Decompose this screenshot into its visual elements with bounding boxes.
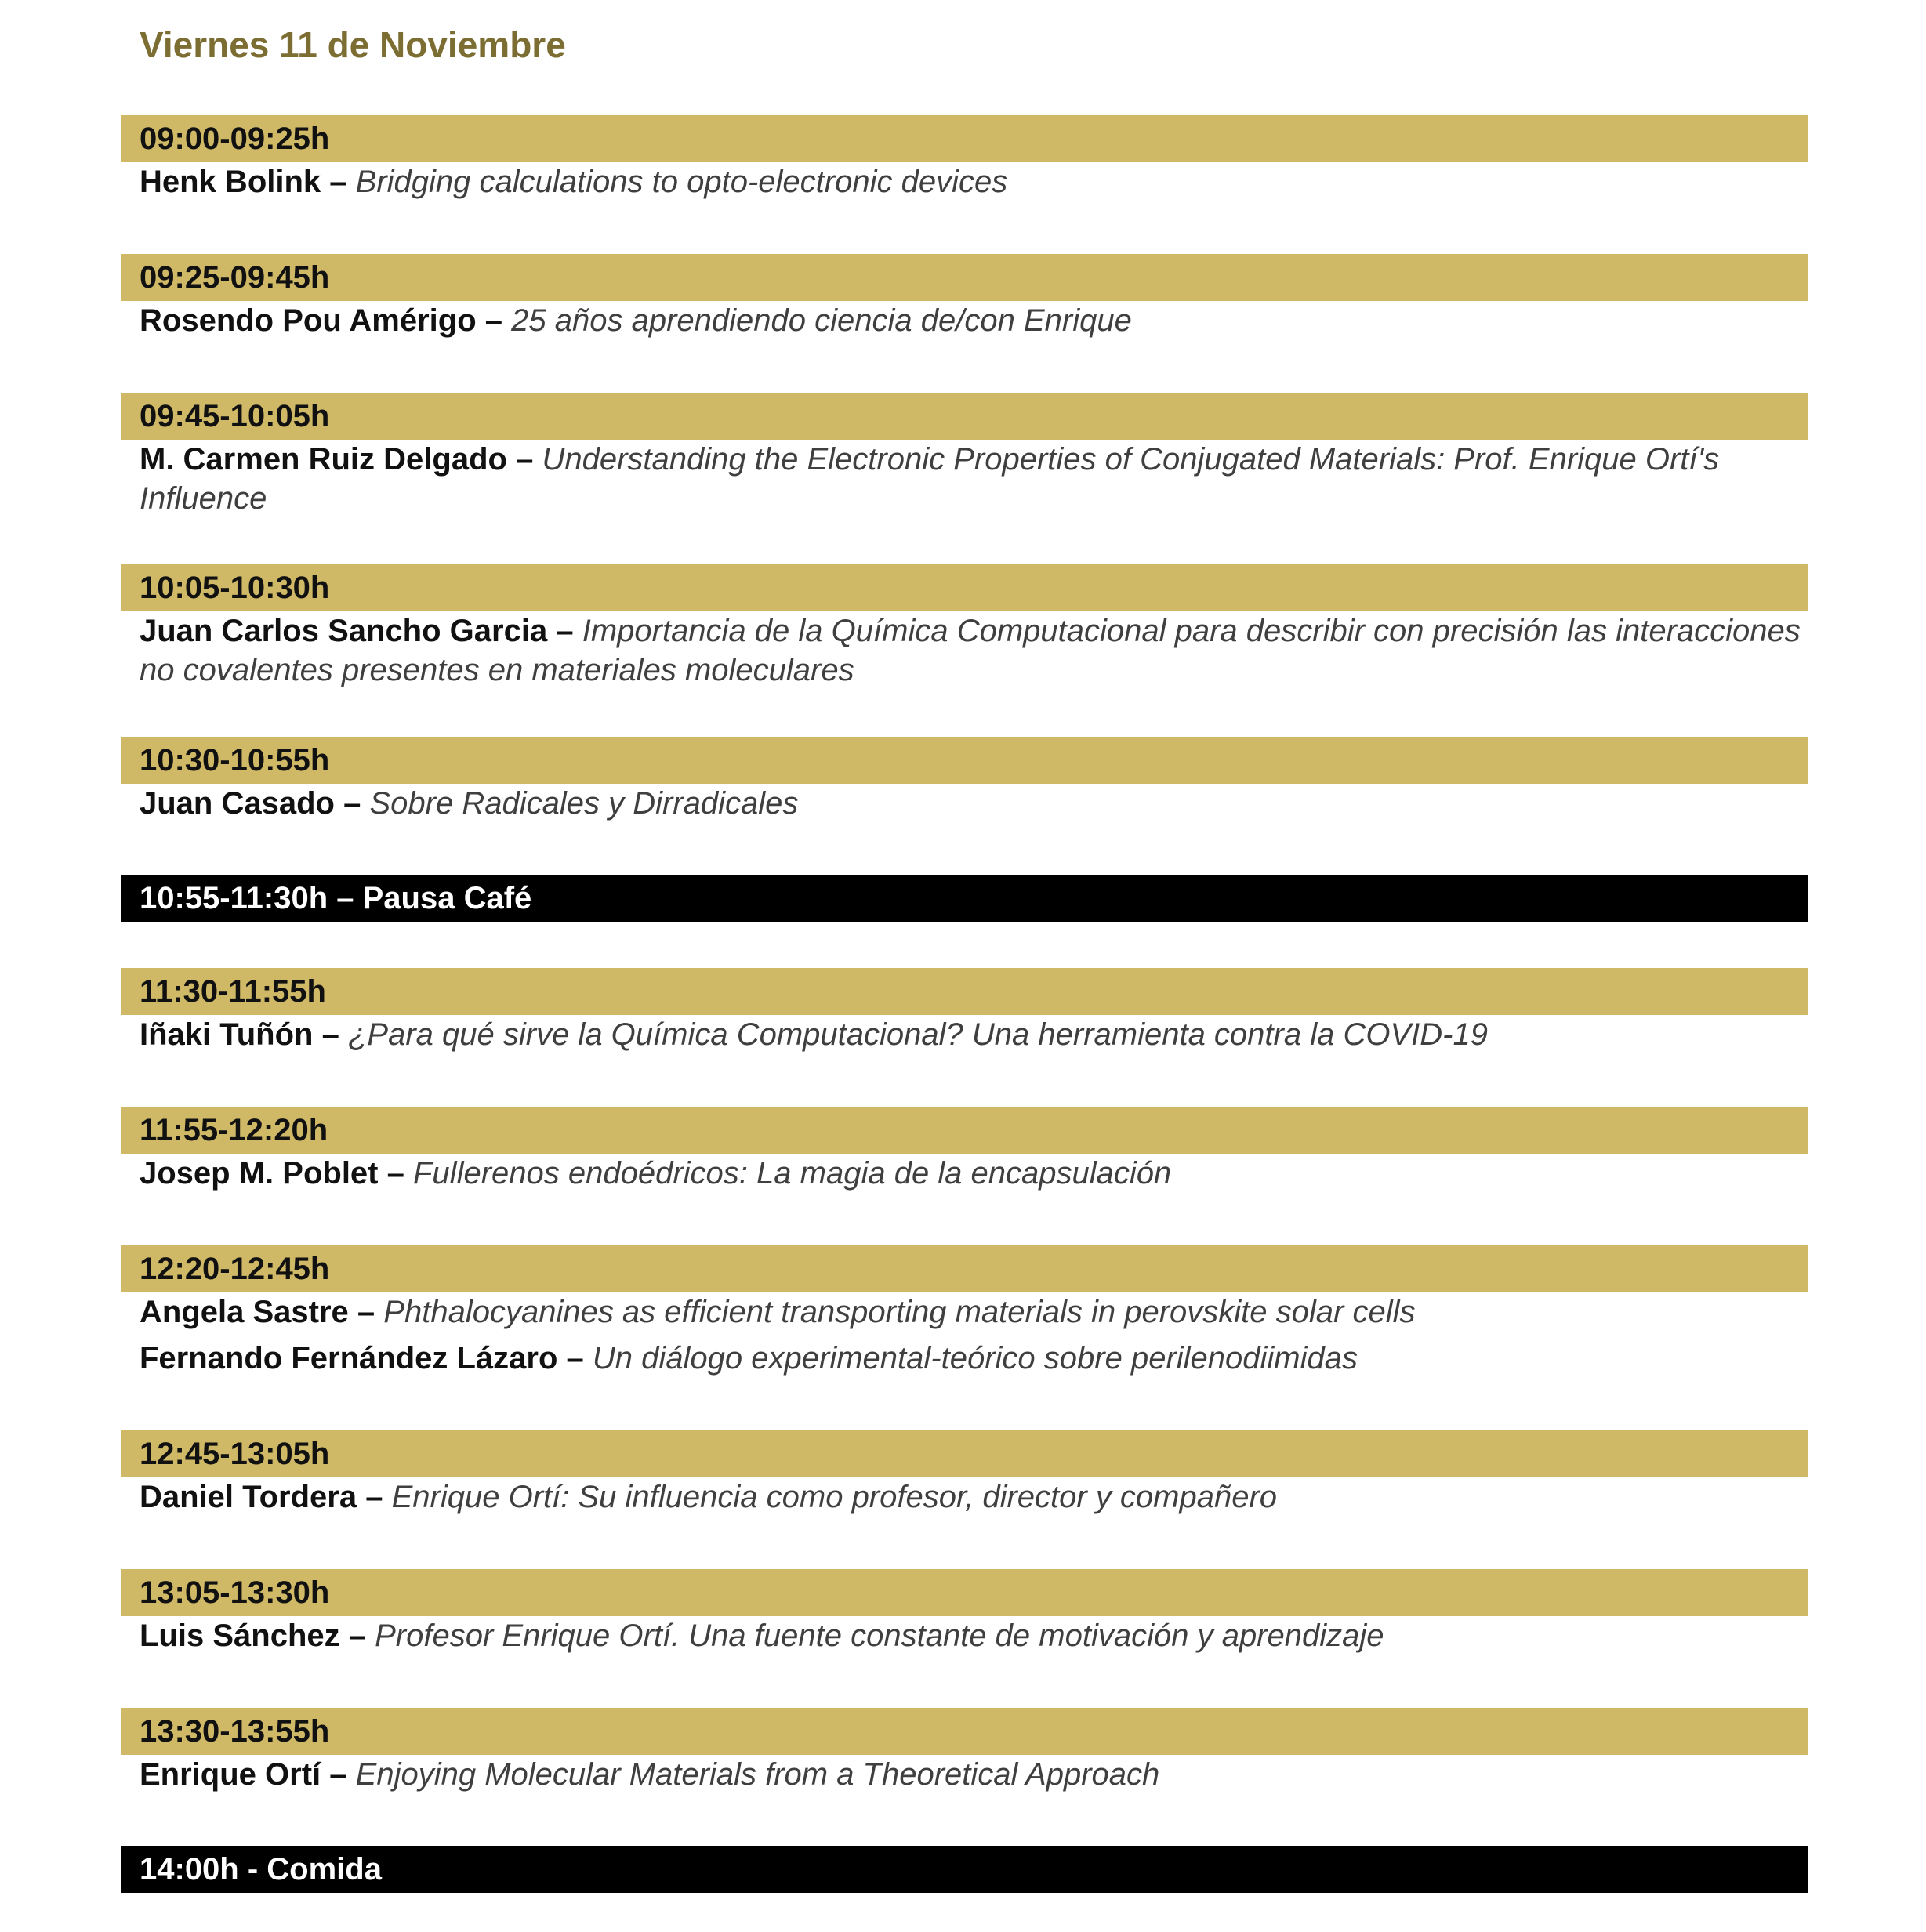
time-slot-bar: 10:05-10:30h — [121, 564, 1808, 611]
session-block — [121, 968, 1808, 1054]
session-block — [121, 115, 1808, 201]
break-block — [121, 1846, 1808, 1893]
session-block — [121, 393, 1808, 518]
talk-entry — [121, 1292, 1808, 1332]
time-slot-bar: 09:25-09:45h — [121, 254, 1808, 301]
talk-title: Bridging calculations to opto-electronic devices — [355, 165, 1008, 199]
talk-title: ¿Para qué sirve la Química Computacional? Una herramienta contra la COVID-19 — [347, 1017, 1488, 1052]
speaker-name: Rosendo Pou Amérigo — [140, 303, 477, 338]
speaker-name: Juan Carlos Sancho Garcia — [140, 614, 548, 648]
separator-dash: – — [516, 442, 534, 477]
page-title: Viernes 11 de Noviembre — [140, 24, 566, 65]
time-slot-bar: 10:30-10:55h — [121, 737, 1808, 784]
speaker-name: Josep M. Poblet — [140, 1156, 379, 1191]
talk-entry — [121, 784, 1808, 823]
talk-entry — [121, 301, 1808, 340]
session-block — [121, 1569, 1808, 1655]
talk-entry — [121, 162, 1808, 201]
time-slot-bar: 12:20-12:45h — [121, 1245, 1808, 1292]
session-block — [121, 1430, 1808, 1517]
session-block — [121, 1107, 1808, 1193]
talk-title: Profesor Enrique Ortí. Una fuente constante de motivación y aprendizaje — [375, 1618, 1384, 1653]
speaker-name: M. Carmen Ruiz Delgado — [140, 442, 507, 477]
coffee-break-bar: 10:55-11:30h – Pausa Café — [121, 875, 1808, 922]
time-slot-bar: 11:55-12:20h — [121, 1107, 1808, 1154]
lunch-bar: 14:00h - Comida — [121, 1846, 1808, 1893]
talk-title: Enrique Ortí: Su influencia como profesor, director y compañero — [391, 1480, 1278, 1514]
talk-title: 25 años aprendiendo ciencia de/con Enrique — [511, 303, 1132, 338]
talk-entry — [121, 440, 1808, 518]
separator-dash: – — [321, 1017, 339, 1052]
session-block — [121, 1708, 1808, 1794]
speaker-name: Angela Sastre — [140, 1295, 349, 1329]
time-slot-bar: 13:05-13:30h — [121, 1569, 1808, 1616]
speaker-name: Juan Casado — [140, 786, 335, 821]
session-block — [121, 254, 1808, 340]
session-block — [121, 1245, 1808, 1378]
talk-title: Sobre Radicales y Dirradicales — [369, 786, 799, 821]
talk-title: Understanding the Electronic Properties of Conjugated Materials: Prof. Enrique Ortí's Influence — [140, 442, 1720, 516]
session-block — [121, 737, 1808, 823]
separator-dash: – — [348, 1618, 366, 1653]
speaker-name: Henk Bolink — [140, 165, 321, 199]
talk-entry — [121, 1755, 1808, 1794]
talk-title: Un diálogo experimental-teórico sobre perilenodiimidas — [592, 1341, 1358, 1376]
separator-dash: – — [365, 1480, 383, 1514]
time-slot-bar: 09:45-10:05h — [121, 393, 1808, 440]
time-slot-bar: 09:00-09:25h — [121, 115, 1808, 162]
speaker-name: Luis Sánchez — [140, 1618, 340, 1653]
talk-entry — [121, 1339, 1808, 1378]
separator-dash: – — [484, 303, 503, 338]
talk-title: Fullerenos endoédricos: La magia de la encapsulación — [413, 1156, 1172, 1191]
separator-dash: – — [343, 786, 361, 821]
talk-entry — [121, 1154, 1808, 1193]
break-block — [121, 875, 1808, 922]
speaker-name: Fernando Fernández Lázaro — [140, 1341, 558, 1376]
session-block — [121, 564, 1808, 690]
talk-entry — [121, 1616, 1808, 1655]
speaker-name: Daniel Tordera — [140, 1480, 357, 1514]
time-slot-bar: 12:45-13:05h — [121, 1430, 1808, 1477]
talk-entry — [121, 1477, 1808, 1517]
talk-entry — [121, 611, 1808, 690]
separator-dash: – — [329, 165, 347, 199]
time-slot-bar: 11:30-11:55h — [121, 968, 1808, 1015]
separator-dash: – — [357, 1295, 375, 1329]
talk-title: Phthalocyanines as efficient transporting materials in perovskite solar cells — [383, 1295, 1416, 1329]
separator-dash: – — [386, 1156, 404, 1191]
separator-dash: – — [566, 1341, 584, 1376]
separator-dash: – — [329, 1757, 347, 1792]
speaker-name: Iñaki Tuñón — [140, 1017, 314, 1052]
speaker-name: Enrique Ortí — [140, 1757, 321, 1792]
time-slot-bar: 13:30-13:55h — [121, 1708, 1808, 1755]
talk-title: Importancia de la Química Computacional para describir con precisión las interacciones no covalentes presentes en materiales moleculares — [140, 614, 1801, 687]
separator-dash: – — [556, 614, 574, 648]
talk-entry — [121, 1015, 1808, 1054]
talk-title: Enjoying Molecular Materials from a Theoretical Approach — [355, 1757, 1160, 1792]
